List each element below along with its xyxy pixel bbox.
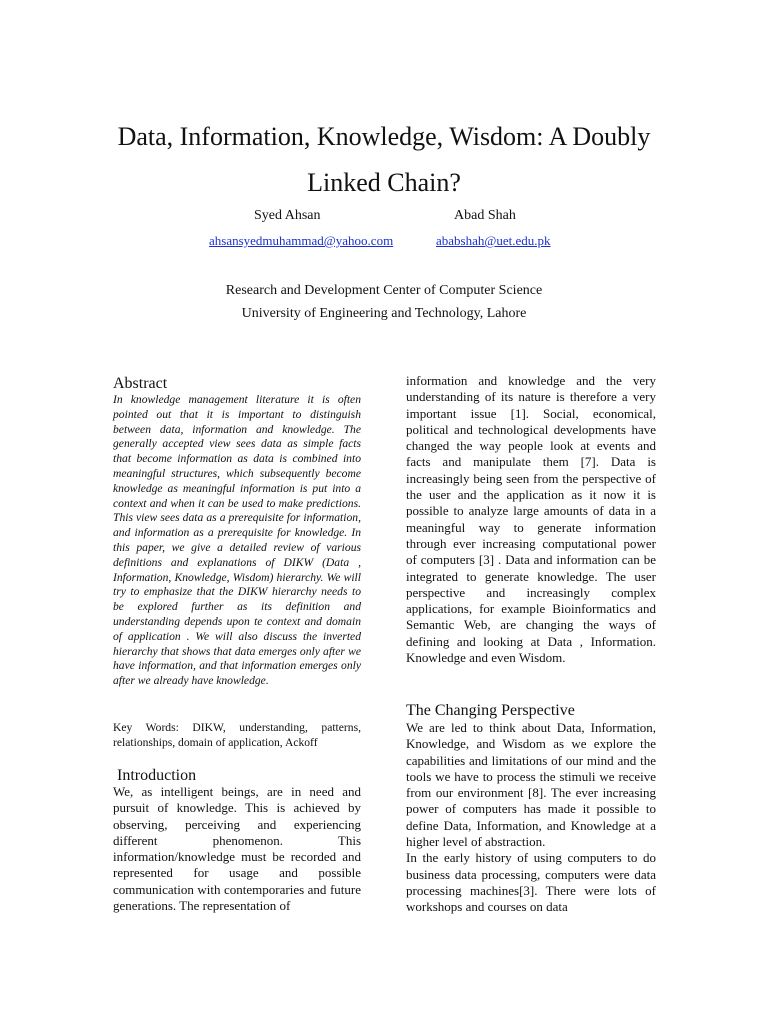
- affiliation-line-1: Research and Development Center of Computer Science: [225, 283, 543, 298]
- author-name-2: Abad Shah: [454, 208, 516, 223]
- continuation-paragraph: information and knowledge and the very understanding of its nature is therefore a very important issue [1]. Social, economical, political and technological developments have changed the way people look at events and facts and manipulate them [7]. Data is increasingly being seen from the perspective of the user and the application as it now it is possible to analyze large amounts of data in a meaningful way to generate information through ever increasing computational power of computers [3] . Data and information can be integrated to generate knowledge. The user perspective and increasingly complex applications, for example Bioinformatics and Semantic Web, are changing the ways of defining and looking at Data , Information. Knowledge and even Wisdom.: [406, 373, 656, 666]
- introduction-paragraph: We, as intelligent beings, are in need and pursuit of knowledge. This is achieved by observing, perceiving and experiencing different phenomenon. This information/knowledge must be recorded and represented for usage and possible communication with contemporaries and future generations. The representation of: [113, 784, 361, 914]
- paper-title: Data, Information, Knowledge, Wisdom: A Doubly Linked Chain?: [117, 122, 651, 197]
- changing-perspective-paragraph-1: We are led to think about Data, Information, Knowledge, and Wisdom as we explore the capabilities and limitations of our mind and the tools we have to process the stimuli we receive from our environment [8]. The ever increasing power of computers has made it possible to define Data, Information, and Knowledge at a higher level of abstraction.: [406, 720, 656, 850]
- changing-perspective-text: [406, 720, 656, 916]
- author-email-link-2[interactable]: ababshah@uet.edu.pk: [436, 233, 551, 248]
- abstract-heading: Abstract: [113, 375, 168, 392]
- changing-perspective-heading: The Changing Perspective: [406, 702, 575, 719]
- affiliation-line-2: University of Engineering and Technology, Lahore: [241, 306, 527, 321]
- introduction-heading: Introduction: [117, 767, 197, 784]
- introduction-text: [113, 784, 361, 914]
- keywords-text: [113, 720, 361, 750]
- keywords-paragraph: Key Words: DIKW, understanding, patterns, relationships, domain of application, Ackoff: [113, 721, 361, 749]
- abstract-text: [113, 393, 361, 689]
- right-column-continuation: [406, 373, 656, 666]
- abstract-paragraph: In knowledge management literature it is often pointed out that it is important to distinguish between data, information and knowledge. The generally accepted view sees data as simple facts that become information as data is combined into meaningful structures, which subsequently become knowledge as meaningful information is put into a context and when it can be used to make predictions. This view sees data as a prerequisite for information, and information as a prerequisite for knowledge. In this paper, we give a detailed review of various definitions and explanations of DIKW (Data , Information, Knowledge, Wisdom) hierarchy. We will try to emphasize that the DIKW hierarchy needs to be explored further as its definition and understanding depends upon te context and domain of application . We will also discuss the inverted hierarchy that shows that data emerges only after we have information, and that information emerges only after we already have knowledge.: [113, 393, 361, 688]
- changing-perspective-paragraph-2: In the early history of using computers to do business data processing, computers were data processing machines[3]. There were lots of workshops and courses on data: [406, 850, 656, 915]
- author-email-link-1[interactable]: ahsansyedmuhammad@yahoo.com: [209, 233, 394, 248]
- author-name-1: Syed Ahsan: [254, 208, 321, 223]
